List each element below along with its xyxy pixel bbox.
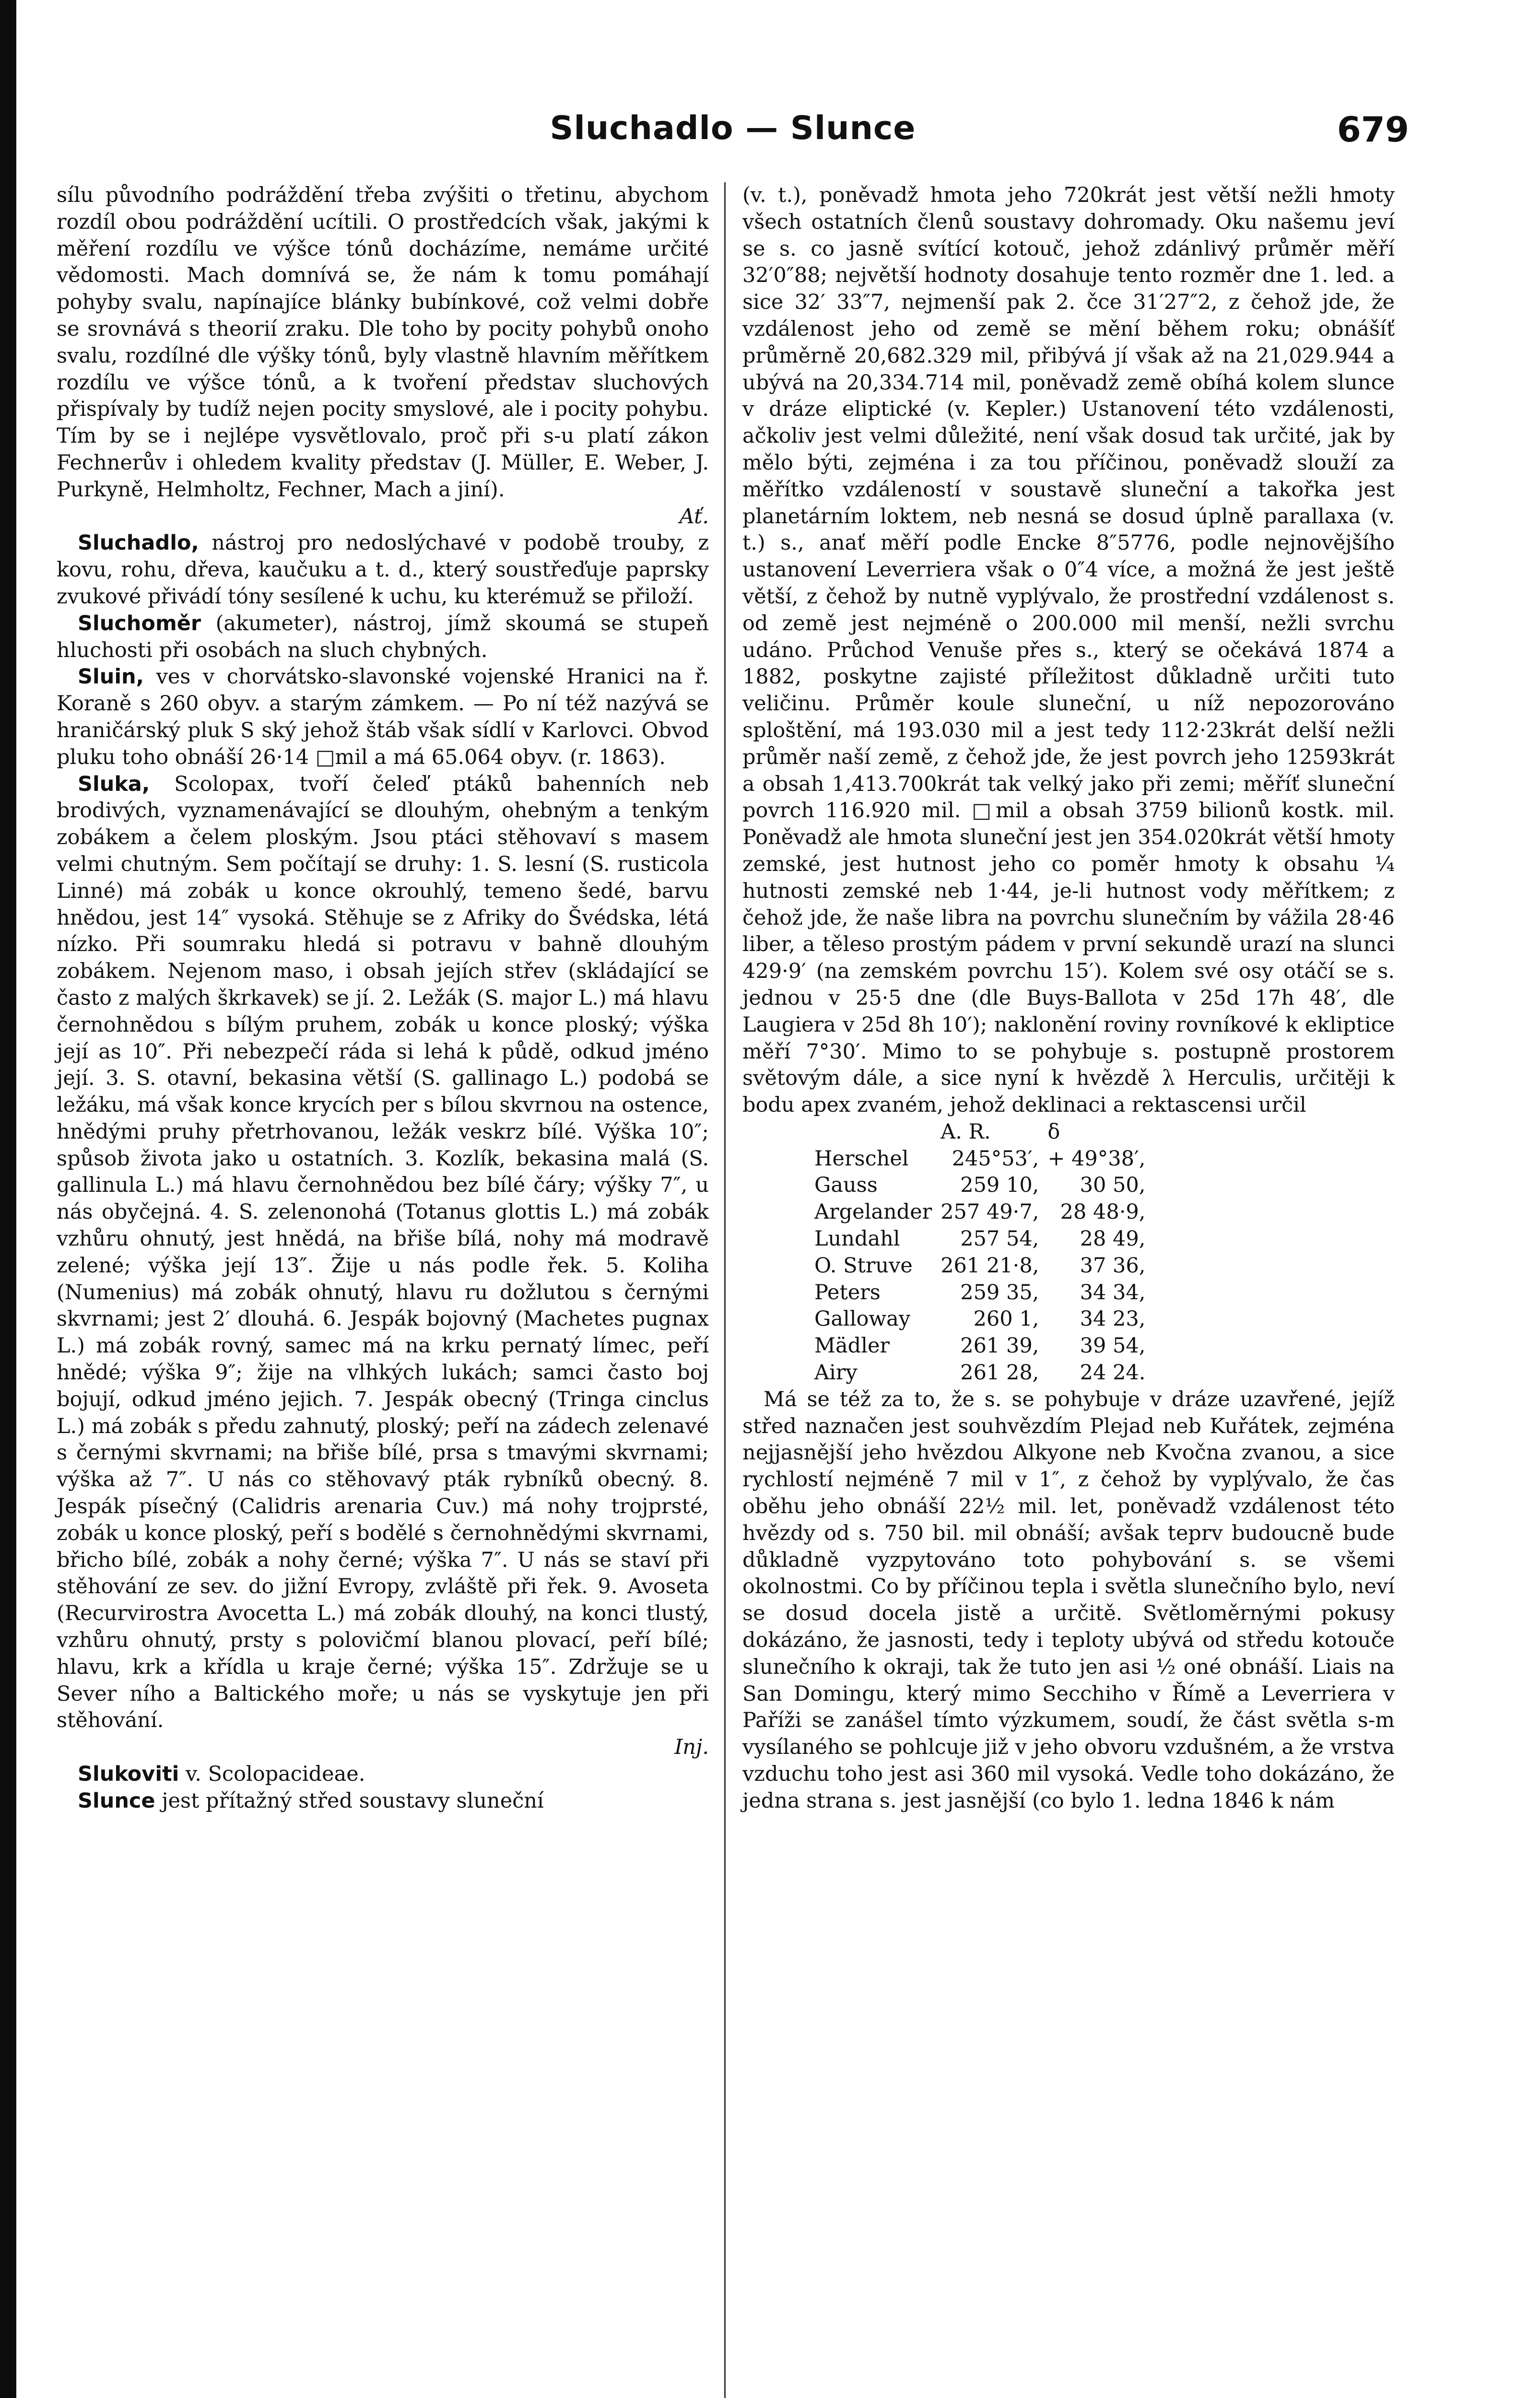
page-number: 679 xyxy=(1337,109,1409,150)
apex-table xyxy=(814,1119,1154,1387)
scan-edge xyxy=(0,0,16,2398)
entry-sluchomer xyxy=(57,611,709,664)
entry-text: ves v chorvátsko-slavonské vojenské Hranici na ř. Koraně s 260 obyv. a starým zámkem. — Po ní též nazývá se hraničárský pluk S ský jehož štáb však sídlí v Karlovci. Obvod pluku toho obnáší 26·14 □mil a má 65.064 obyv. (r. 1863). xyxy=(57,665,709,769)
ra-cell: 260 1, xyxy=(973,1307,1039,1331)
table-row xyxy=(814,1172,1154,1199)
table-row xyxy=(814,1146,1154,1173)
observer-cell: Herschel xyxy=(814,1146,909,1171)
paragraph: (v. t.), poněvadž hmota jeho 720krát jest větší nežli hmoty všech ostatních členů soustavy dohromady. Oku našemu jeví se s. co jasně svítící kotouč, jehož zdánlivý průměr měří 32′0″88; největší hodnoty dosahuje tento rozměr dne 1. led. a sice 32′ 33″7, nejmenší pak 2. čce 31′27″2, z čehož jde, že vzdálenost jeho od země se mění během roku; obnášíť průměrně 20,682.329 mil, přibývá jí však až na 21,029.944 a ubývá na 20,334.714 mil, poněvadž země obíhá kolem slunce v dráze eliptické (v. Kepler.) Ustanovení této vzdálenosti, ačkoliv jest velmi důležité, není však dosud tak určité, jak by mělo býti, zejména i za tou příčinou, poněvadž slouží za měřítko vzdáleností v soustavě sluneční a takořka jest planetárním loktem, neb nesná se dosud úplně parallaxa (v. t.) s., anať měří podle Encke 8″5776, podle nejnovějšího ustanovení Leverriera však o 0″4 více, a možná že jest ještě větší, z čehož by nutně vyplývalo, že prostřední vzdálenost s. od země jest nejméně o 200.000 mil menší, nežli svrchu udáno. Průchod Venuše přes s., který se očekává 1874 a 1882, poskytne zajisté příležitost důkladně určiti tuto veličinu. Průměr koule sluneční, u níž nepozorováno sploštění, má 193.030 mil a jest tedy 112·23krát delší nežli průměr naší země, z čehož jde, že jest povrch jeho 12593krát a obsah 1,413.700krát tak velký jako při zemi; měříť sluneční povrch 116.920 mil. □mil a obsah 3759 bilionů kostk. mil. Poněvadž ale hmota sluneční jest jen 354.020krát větší hmoty zemské, jest hutnost jeho co poměr hmoty k obsahu ¼ hutnosti zemské neb 1·44, je-li hutnost vody měřítkem; z čehož jde, že naše libra na povrchu slunečním by vážila 28·46 liber, a těleso prostým pádem v první sekundě urazí na slunci 429·9′ (na zemském povrchu 15′). Kolem své osy otáčí se s. jednou v 25·5 dne (dle Buys-Ballota v 25d 17h 48′, dle Laugiera v 25d 8h 10′); naklonění roviny rovníkové k ekliptice měří 7°30′. Mimo to se pohybuje s. postupně prostorem světovým dále, a sice nyní k hvězdě λ Herculis, určitěji k bodu apex zvaném, jehož deklinaci a rektascensi určil xyxy=(742,183,1395,1117)
dec-cell: 28 48·9, xyxy=(1060,1200,1146,1224)
observer-cell: Gauss xyxy=(814,1173,878,1198)
table-row xyxy=(814,1199,1154,1226)
observer-cell: Galloway xyxy=(814,1307,911,1331)
table-row xyxy=(814,1280,1154,1306)
headword: Sluin, xyxy=(78,665,144,689)
entry-text: v. Scolopacideae. xyxy=(186,1762,365,1787)
observer-cell: Airy xyxy=(814,1361,858,1385)
entry-text: (akumeter), nástroj, jímž skoumá se stupeň hluchosti při osobách na sluch chybných. xyxy=(57,611,709,662)
dec-cell: 24 24. xyxy=(1080,1361,1146,1385)
headword: Slukoviti xyxy=(78,1762,179,1787)
headword: Sluchadlo, xyxy=(78,531,199,555)
entry-text: nástroj pro nedoslýchavé v podobě trouby, z kovu, rohu, dřeva, kaučuku a t. d., který soustřeďuje paprsky zvukové přivádí tóny sesílené k uchu, ku kterémuž se přiloží. xyxy=(57,531,709,609)
table-body xyxy=(814,1146,1154,1387)
page-header xyxy=(57,109,1409,153)
column-header: δ xyxy=(1047,1119,1060,1144)
entry-slukoviti xyxy=(57,1761,709,1788)
ra-cell: 261 28, xyxy=(960,1361,1039,1385)
observer-cell: Lundahl xyxy=(814,1227,900,1251)
table-row xyxy=(814,1306,1154,1333)
ra-cell: 257 49·7, xyxy=(940,1200,1039,1224)
entry-text: jest přítažný střed soustavy sluneční xyxy=(162,1788,544,1813)
entry-sluka xyxy=(57,771,709,1735)
dec-cell: 30 50, xyxy=(1080,1173,1146,1198)
table-row xyxy=(814,1253,1154,1280)
observer-cell: O. Struve xyxy=(814,1253,913,1278)
dec-cell: 34 34, xyxy=(1080,1280,1146,1305)
paragraph: Má se též za to, že s. se pohybuje v dráze uzavřené, jejíž střed naznačen jest souhvězdím Plejad neb Kuřátek, zejména nejjasnější jeho hvězdou Alkyone neb Kvočna zvanou, a sice rychlostí nejméně 7 mil v 1″, z čehož by vyplývalo, že čas oběhu jeho obnáší 22½ mil. let, poněvadž vzdálenost této hvězdy od s. 750 bil. mil obnáší; avšak teprv budoucně bude důkladně vyzpytováno toto pohybování s. se všemi okolnostmi. Co by příčinou tepla i světla slunečního bylo, neví se dosud docela jistě a určitě. Světloměrnými pokusy dokázáno, že jasnosti, tedy i teploty ubývá od středu kotouče slunečního k okraji, tak že tuto jen asi ½ oné obnáší. Liais na San Domingu, který mimo Secchiho v Římě a Leverriera v Paříži se zanášel tímto výzkumem, soudí, že část světla s-m vysílaného se pohlcuje již v jeho obvoru vzdušném, a že vrstva vzduchu toho jest asi 360 mil vysoká. Vedle toho dokázáno, že jedna strana s. jest jasnější (co bylo 1. ledna 1846 k nám xyxy=(742,1387,1395,1813)
observer-cell: Mädler xyxy=(814,1334,890,1358)
running-head: Sluchadlo — Slunce xyxy=(550,109,916,147)
ra-cell: 261 21·8, xyxy=(940,1253,1039,1278)
column-header xyxy=(814,1119,940,1146)
dec-cell: 37 36, xyxy=(1080,1253,1146,1278)
ra-cell: 261 39, xyxy=(960,1334,1039,1358)
document-page xyxy=(57,0,1409,2398)
entry-text: Scolopax, tvoří čeleď ptáků bahenních neb brodivých, vyznamenávající se dlouhým, ohebným a tenkým zobákem a čelem ploským. Jsou ptáci stěhovaví s masem velmi chutným. Sem počítají se druhy: 1. S. lesní (S. rusticola Linné) má zobák u konce okrouhlý, temeno šedé, barvu hnědou, jest 14″ vysoká. Stěhuje se z Afriky do Švédska, létá nízko. Při soumraku hledá si potravu v bahně dlouhým zobákem. Nejenom maso, i obsah jejích střev (skládající se často z malých škrkavek) se jí. 2. Ležák (S. major L.) má hlavu černohnědou s bílým pruhem, zobák u konce ploský; výška její as 10″. Při nebezpečí ráda si lehá k půdě, odkud jméno její. 3. S. otavní, bekasina větší (S. gallinago L.) podobá se ležáku, má však konce krycích per s bílou skvrnou na ostence, hnědými pruhy přetrhovanou, ležák veskrz bílé. Výška 10″; spůsob života jako u ostatních. 3. Kozlík, bekasina malá (S. gallinula L.) má hlavu černohnědou bez bílé čáry; výšky 7″, u nás obyčejná. 4. S. zelenonohá (Totanus glottis L.) má zobák vzhůru ohnutý, jest hnědá, na břiše bílá, nohy má modravě zelené; výška její 13″. Žije u nás podle řek. 5. Koliha (Numenius) má zobák ohnutý, hlavu ru dožlutou s černými skvrnami; jest 2′ dlouhá. 6. Jespák bojovný (Machetes pugnax L.) má zobák rovný, samec má na krku pernatý límec, peří hnědé; výška 9″; žije na vlhkých lukách; samci často boj bojují, odkud jméno jejich. 7. Jespák obecný (Tringa cinclus L.) má zobák s předu zahnutý, ploský; peří na zádech zelenavé s černými skvrnami; na břiše bílé, prsa s tmavými skvrnami; výška až 7″. U nás co stěhovavý pták rybníků obecný. 8. Jespák písečný (Calidris arenaria Cuv.) má nohy trojprsté, zobák u konce ploský, peří s bodělé s černohnědými skvrnami, břicho bílé, zobák a nohy černé; výška 7″. U nás se staví při stěhování ze sev. do jižní Evropy, zvláště při řek. 9. Avoseta (Recurvirostra Avocetta L.) má zobák dlouhý, na konci tlustý, vzhůru ohnutý, prsty s polovičmí blanou plovací, peří bílé; hlavu, krk a křídla u kraje černé; výška 15″. Zdržuje se u Sever ního a Baltického moře; u nás se vyskytuje jen při stěhování. xyxy=(57,772,709,1733)
author-signature: Inj. xyxy=(674,1735,709,1760)
ra-cell: 259 35, xyxy=(960,1280,1039,1305)
dec-cell: 34 23, xyxy=(1080,1307,1146,1331)
paragraph: sílu původního podráždění třeba zvýšiti o třetinu, abychom rozdíl obou podráždění ucítili. O prostředcích však, jakými k měření rozdílu ve výšce tónů docházíme, nemáme určité vědomosti. Mach domnívá se, že nám k tomu pomáhají pohyby svalu, napínajíce blánky bubínkové, což velmi dobře se srovnává s theorií zraku. Dle toho by pocity pohybů onoho svalu, rozdílné dle výšky tónů, byly vlastně hlavním měřítkem rozdílu ve výšce tónů, a k tvoření představ sluchových přispívaly by tudíž nejen pocity smyslové, ale i pocity pohybu. Tím by se i nejlépe vysvětlovalo, proč při s-u platí zákon Fechnerův i ohledem kvality představ (J. Müller, E. Weber, J. Purkyně, Helmholtz, Fechner, Mach a jiní). xyxy=(57,183,709,502)
column-divider xyxy=(724,182,726,2398)
observer-cell: Argelander xyxy=(814,1200,932,1224)
ra-cell: 245°53′, xyxy=(952,1146,1039,1171)
column-header: A. R. xyxy=(940,1119,991,1144)
right-column xyxy=(742,182,1395,1815)
entry-sluin xyxy=(57,664,709,771)
headword: Slunce xyxy=(78,1788,155,1813)
table-row xyxy=(814,1226,1154,1253)
ra-cell: 257 54, xyxy=(960,1227,1039,1251)
left-column xyxy=(57,182,709,1815)
entry-sluchadlo xyxy=(57,530,709,610)
entry-slunce xyxy=(57,1788,709,1815)
table-row xyxy=(814,1360,1154,1387)
headword: Sluka, xyxy=(78,772,150,796)
dec-cell: + 49°38′, xyxy=(1047,1146,1146,1171)
ra-cell: 259 10, xyxy=(960,1173,1039,1198)
dec-cell: 39 54, xyxy=(1080,1334,1146,1358)
table-header-row xyxy=(814,1119,1154,1146)
headword: Sluchoměr xyxy=(78,611,201,635)
observer-cell: Peters xyxy=(814,1280,881,1305)
author-signature: Ať. xyxy=(679,504,709,529)
dec-cell: 28 49, xyxy=(1080,1227,1146,1251)
table-row xyxy=(814,1333,1154,1360)
